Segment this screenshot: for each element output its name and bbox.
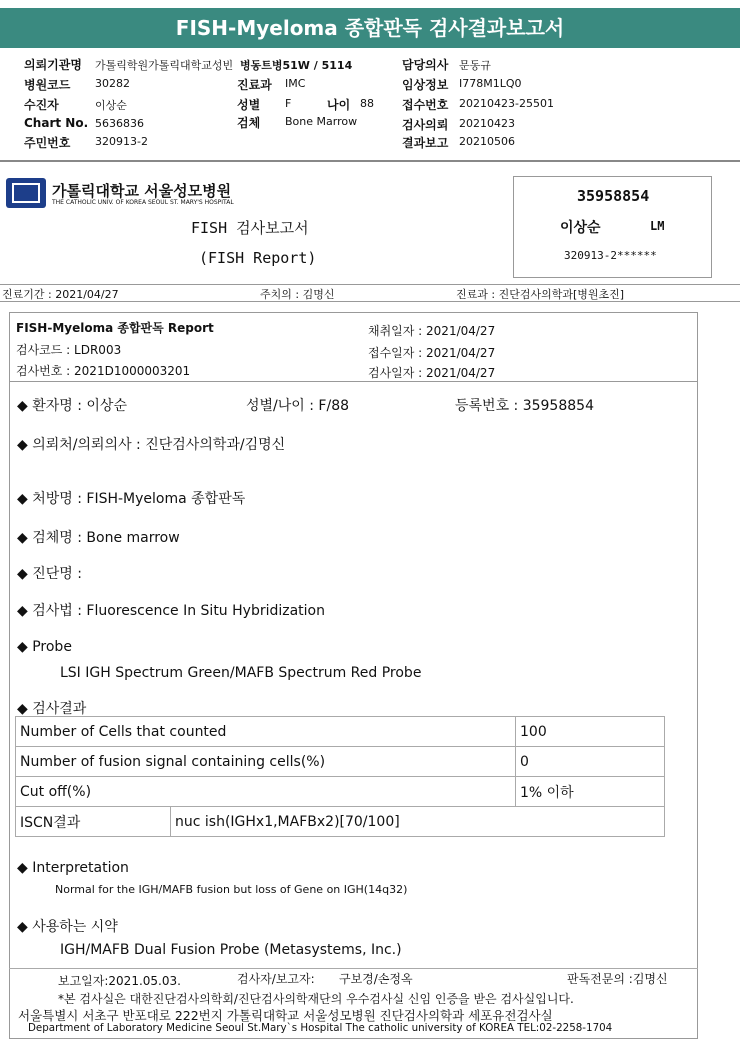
id-name: 이상순 (560, 220, 601, 236)
patient-id-box (513, 176, 712, 278)
method: ◆ 검사법 : Fluorescence In Situ Hybridization (17, 603, 325, 619)
meta-value: 문동규 (459, 59, 491, 72)
result-label: Number of fusion signal containing cells(%) (16, 747, 516, 777)
footer-divider (9, 968, 698, 969)
test-no: 검사번호 : 2021D1000003201 (16, 364, 191, 378)
meta-key: 수진자 (24, 98, 59, 112)
iscn-value: nuc ish(IGHx1,MAFBx2)[70/100] (171, 807, 665, 837)
probe-head: ◆ Probe (17, 639, 72, 655)
hospital-sub: THE CATHOLIC UNIV. OF KOREA SEOUL ST. MARY'S HOSPITAL (52, 199, 234, 206)
examiner-names: 구보경/손정옥 (339, 972, 413, 986)
meta-ward: 병동트병51W / 5114 (240, 59, 353, 72)
result-value: 0 (516, 747, 665, 777)
department: 진료과 : 진단검사의학과[병원초진] (456, 288, 625, 301)
meta-value: IMC (285, 77, 306, 90)
meta-value: 30282 (95, 77, 130, 90)
results-table (15, 716, 665, 837)
meta-value: 이상순 (95, 99, 127, 112)
address: 서울특별시 서초구 반포대로 222번지 가톨릭대학교 서울성모병원 진단검사의학과 세포유전검사실 (18, 1008, 553, 1023)
reagent-text: IGH/MAFB Dual Fusion Probe (Metasystems, Inc.) (60, 942, 402, 958)
hospital-name: 가톨릭대학교 서울성모병원 (52, 182, 232, 200)
result-label: Cut off(%) (16, 777, 516, 807)
reading-doctor: 판독전문의 :김명신 (567, 972, 668, 986)
meta-value: 20210423 (459, 117, 515, 130)
patient-reg-no: 등록번호 : 35958854 (455, 398, 594, 414)
diagnosis: ◆ 진단명 : (17, 566, 82, 582)
meta-key: 접수번호 (402, 98, 449, 112)
meta-key: Chart No. (24, 116, 89, 130)
meta-key: 의뢰기관명 (24, 58, 82, 72)
meta-key: 검사의뢰 (402, 118, 449, 132)
meta-key: 결과보고 (402, 136, 449, 150)
hospital-logo-icon (6, 178, 46, 208)
interpretation-head: ◆ Interpretation (17, 860, 129, 876)
meta-key: 임상정보 (402, 78, 449, 92)
table-row (16, 717, 665, 747)
attending-doctor: 주치의 : 김명신 (260, 288, 335, 301)
examiner-label: 검사자/보고자: (237, 972, 315, 986)
meta-key: 담당의사 (402, 58, 449, 72)
patient-sex-age: 성별/나이 : F/88 (246, 398, 350, 414)
interpretation-text: Normal for the IGH/MAFB fusion but loss of Gene on IGH(14q32) (55, 883, 408, 896)
exam-date: 검사일자 : 2021/04/27 (368, 366, 496, 380)
requester: ◆ 의뢰처/의뢰의사 : 진단검사의학과/김명신 (17, 437, 286, 453)
meta-value: 320913-2 (95, 135, 148, 148)
reagent-head: ◆ 사용하는 시약 (17, 919, 118, 935)
meta-value: I778M1LQ0 (459, 77, 522, 90)
report-head-title: FISH-Myeloma 종합판독 Report (16, 321, 214, 335)
header-divider (0, 160, 740, 162)
result-label: Number of Cells that counted (16, 717, 516, 747)
meta-key: 진료과 (237, 78, 272, 92)
meta-key: 성별 (237, 98, 261, 112)
patient-name: ◆ 환자명 : 이상순 (17, 398, 127, 414)
certification-note: *본 검사실은 대한진단검사의학회/진단검사의학재단의 우수검사실 신임 인증을 받은 검사실입니다. (58, 992, 574, 1006)
probe: LSI IGH Spectrum Green/MAFB Spectrum Red Probe (60, 665, 422, 681)
report-title-ko: FISH 검사보고서 (191, 219, 309, 237)
report-head (10, 313, 697, 382)
id-reg-no: 35958854 (577, 187, 650, 205)
meta-key: 병원코드 (24, 78, 71, 92)
collect-date: 채취일자 : 2021/04/27 (368, 324, 496, 338)
period: 진료기간 : 2021/04/27 (2, 288, 119, 301)
period-row (0, 284, 740, 302)
table-row (16, 807, 665, 837)
meta-value: F (285, 97, 292, 110)
report-title: FISH-Myeloma 종합판독 검사결과보고서 (0, 8, 740, 48)
id-tag: LM (650, 219, 665, 233)
result-value: 100 (516, 717, 665, 747)
meta-value: 가톨릭학원가톨릭대학교성빈 (95, 59, 234, 72)
order-name: ◆ 처방명 : FISH-Myeloma 종합판독 (17, 491, 246, 507)
id-rrn: 320913-2****** (564, 249, 657, 262)
meta-key: 주민번호 (24, 136, 71, 150)
table-row (16, 777, 665, 807)
meta-value: 5636836 (95, 117, 144, 130)
meta-value: Bone Marrow (285, 115, 358, 128)
specimen: ◆ 검체명 : Bone marrow (17, 530, 180, 546)
meta-value: 20210506 (459, 135, 515, 148)
iscn-label: ISCN결과 (16, 807, 171, 837)
test-code: 검사코드 : LDR003 (16, 343, 122, 357)
meta-value: 20210423-25501 (459, 97, 554, 110)
result-value: 1% 이하 (516, 777, 665, 807)
meta-key: 검체 (237, 116, 261, 130)
receive-date: 접수일자 : 2021/04/27 (368, 346, 496, 360)
report-date: 보고일자:2021.05.03. (58, 974, 181, 988)
meta-age: 88 (360, 97, 374, 110)
department-en: Department of Laboratory Medicine Seoul St.Mary`s Hospital The catholic university of KOREA TEL:02-2258-1704 (28, 1022, 613, 1034)
report-title-en: (FISH Report) (199, 249, 317, 267)
table-row (16, 747, 665, 777)
meta-age-label: 나이 (327, 98, 351, 112)
result-head: ◆ 검사결과 (17, 701, 87, 717)
